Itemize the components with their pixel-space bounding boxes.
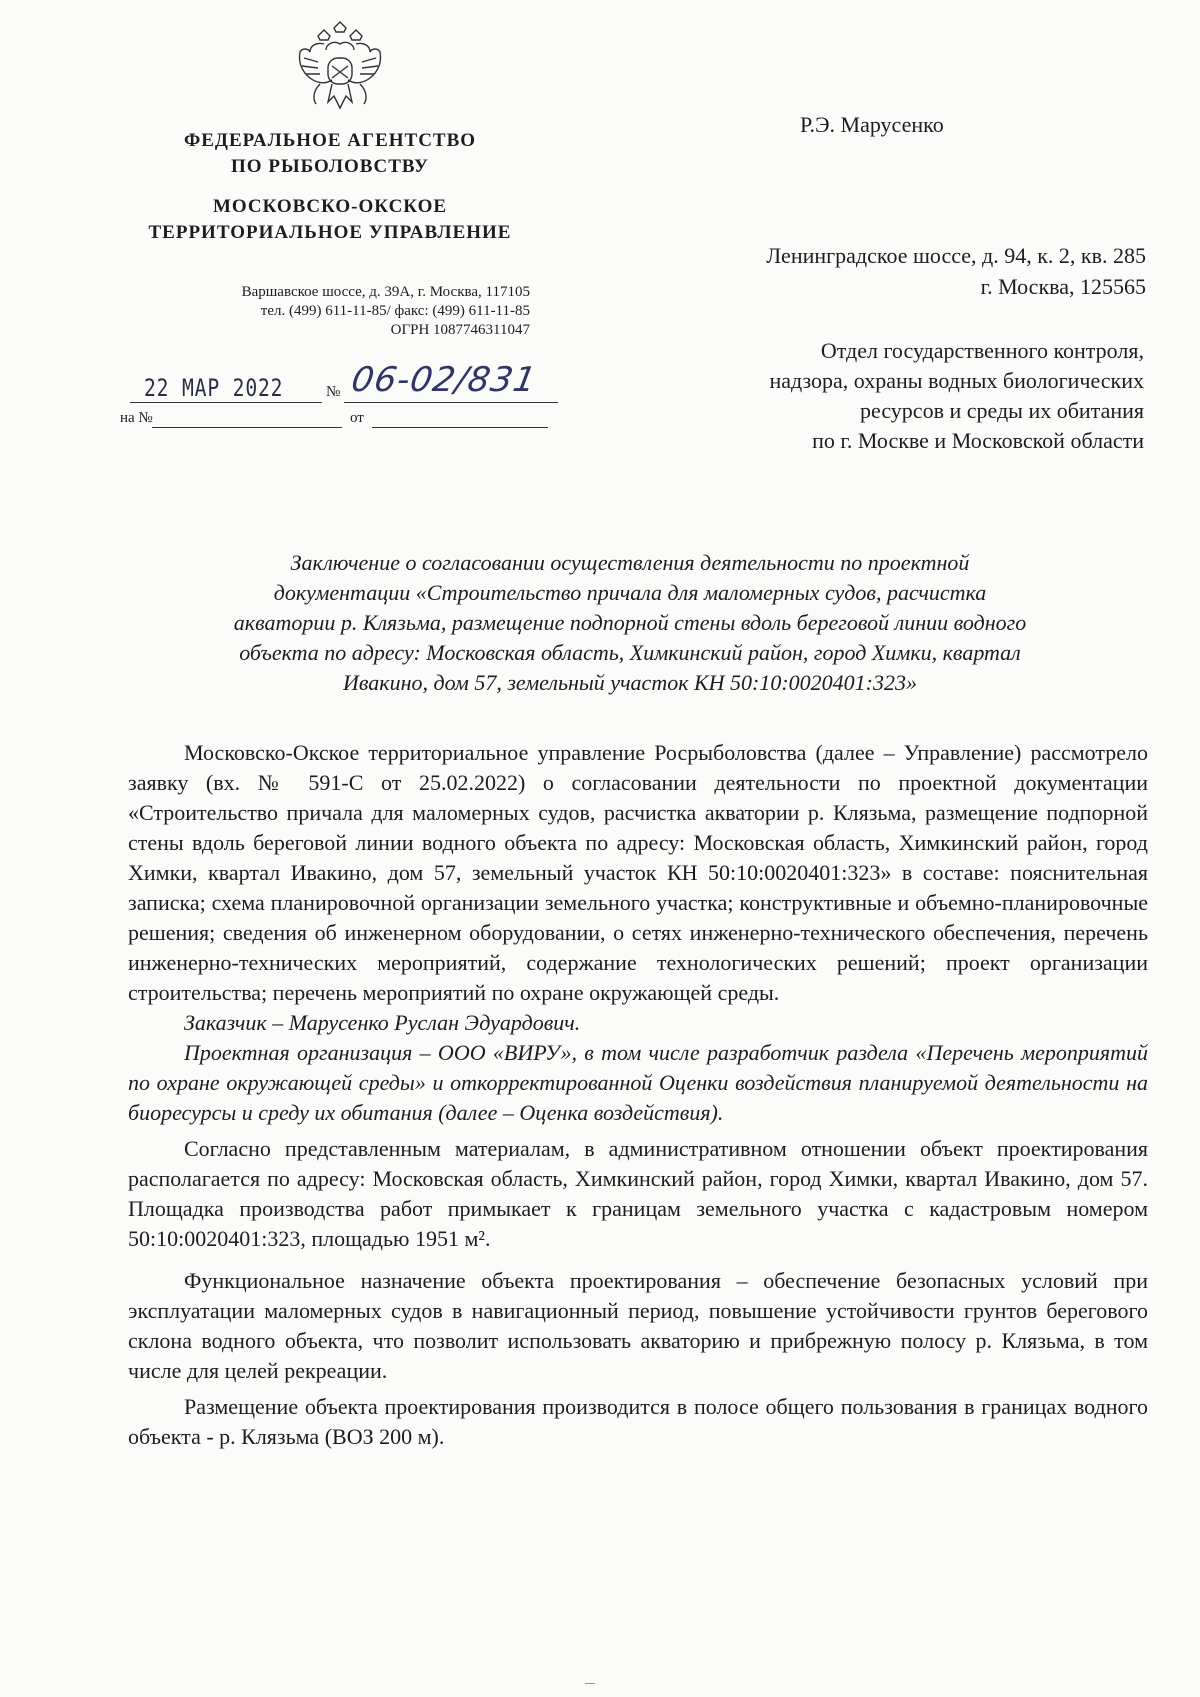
- title-line1: Заключение о согласовании осуществления деятельности по проектной: [290, 550, 970, 575]
- reference-line: [120, 410, 550, 432]
- dept-line1: МОСКОВСКО-ОКСКОЕ: [212, 196, 448, 217]
- paragraph-review: Московско-Окское территориальное управление Росрыболовства (далее – Управление) рассмотрело заявку (вх. № 591-С от 25.02.2022) о согласовании деятельности по проектной документации «Строительство причала для маломерных судов, расчистка акватории р. Клязьма, размещение подпорной стены вдоль береговой линии водного объекта по адресу: Московская область, Химкинский район, город Химки, квартал Ивакино, дом 57, земельный участок КН 50:10:0020401:323» в составе: пояснительная записка; схема планировочной организации земельного участка; конструктивные и объемно-планировочные решения; сведения об инженерном оборудовании, о сетях инженерно-технического обеспечения, перечень инженерно-технических мероприятий, содержание технологических решений; проект организации строительства; перечень мероприятий по охране окружающей среды.: [128, 740, 1148, 1005]
- page-mark: [585, 1683, 595, 1684]
- reference-date-label: от: [350, 410, 364, 426]
- dept-line2: ТЕРРИТОРИАЛЬНОЕ УПРАВЛЕНИЕ: [148, 222, 512, 243]
- title-line2: документации «Строительство причала для маломерных судов, расчистка: [273, 580, 987, 605]
- copy-line2: надзора, охраны водных биологических: [769, 368, 1144, 393]
- paragraph-customer: Заказчик – Марусенко Руслан Эдуардович.: [184, 1010, 581, 1035]
- sender-phones: тел. (499) 611-11-85/ факс: (499) 611-11-85: [260, 303, 530, 319]
- number-label: №: [326, 384, 341, 400]
- sender-address: Варшавское шоссе, д. 39А, г. Москва, 117105: [241, 284, 530, 300]
- paragraph-purpose: Функциональное назначение объекта проектирования – обеспечение безопасных условий при эксплуатации маломерных судов в навигационный период, повышение устойчивости грунтов берегового склона водного объекта, что позволит использовать акваторию и прибрежную полосу р. Клязьма, в том числе для целей рекреации.: [128, 1268, 1148, 1383]
- department-name: [120, 194, 540, 246]
- sender-contacts: [140, 283, 530, 340]
- number-underline: [344, 402, 558, 403]
- reference-number-label: на №: [120, 410, 153, 426]
- title-line5: Ивакино, дом 57, земельный участок КН 50:10:0020401:323»: [343, 670, 917, 695]
- sender-ogrn: ОГРН 1087746311047: [390, 322, 530, 338]
- title-line3: акватории р. Клязьма, размещение подпорной стены вдоль береговой линии водного: [233, 610, 1027, 635]
- paragraph-placement: Размещение объекта проектирования производится в полосе общего пользования в границах водного объекта - р. Клязьма (ВОЗ 200 м).: [128, 1394, 1148, 1449]
- recipient-address: [600, 240, 1146, 302]
- reference-date-underline: [372, 427, 548, 428]
- recipient-name: Р.Э. Марусенко: [800, 112, 944, 137]
- copy-recipient: [600, 336, 1144, 456]
- double-headed-eagle-emblem-icon: [288, 18, 392, 122]
- registration-line: [130, 360, 550, 406]
- reference-number-underline: [152, 427, 342, 428]
- copy-line3: ресурсов и среды их обитания: [860, 398, 1144, 423]
- copy-line1: Отдел государственного контроля,: [820, 338, 1144, 363]
- registration-number: 06-02/831: [348, 360, 540, 400]
- recipient-address-line2: г. Москва, 125565: [980, 274, 1146, 299]
- date-underline: [130, 402, 322, 403]
- recipient-address-line1: Ленинградское шоссе, д. 94, к. 2, кв. 285: [766, 243, 1146, 268]
- agency-line2: ПО РЫБОЛОВСТВУ: [231, 156, 429, 177]
- paragraph-location: Согласно представленным материалам, в административном отношении объект проектирования располагается по адресу: Московская область, Химкинский район, город Химки, квартал Ивакино, дом 57. Площадка производства работ примыкает к границам земельного участка с кадастровым номером 50:10:0020401:323, площадью 1951 м².: [128, 1136, 1148, 1251]
- agency-line1: ФЕДЕРАЛЬНОЕ АГЕНТСТВО: [183, 130, 477, 151]
- letter-body: [128, 738, 1148, 1452]
- paragraph-design-org: Проектная организация – ООО «ВИРУ», в том числе разработчик раздела «Перечень мероприятий по охране окружающей среды» и откорректированной Оценки воздействия планируемой деятельности на биоресурсы и среду их обитания (далее – Оценка воздействия).: [128, 1040, 1148, 1125]
- registration-date-stamp: 22 МАР 2022: [144, 374, 284, 402]
- agency-name: [120, 128, 540, 180]
- copy-line4: по г. Москве и Московской области: [812, 428, 1144, 453]
- document-title: [150, 548, 1110, 698]
- title-line4: объекта по адресу: Московская область, Химкинский район, город Химки, квартал: [239, 640, 1021, 665]
